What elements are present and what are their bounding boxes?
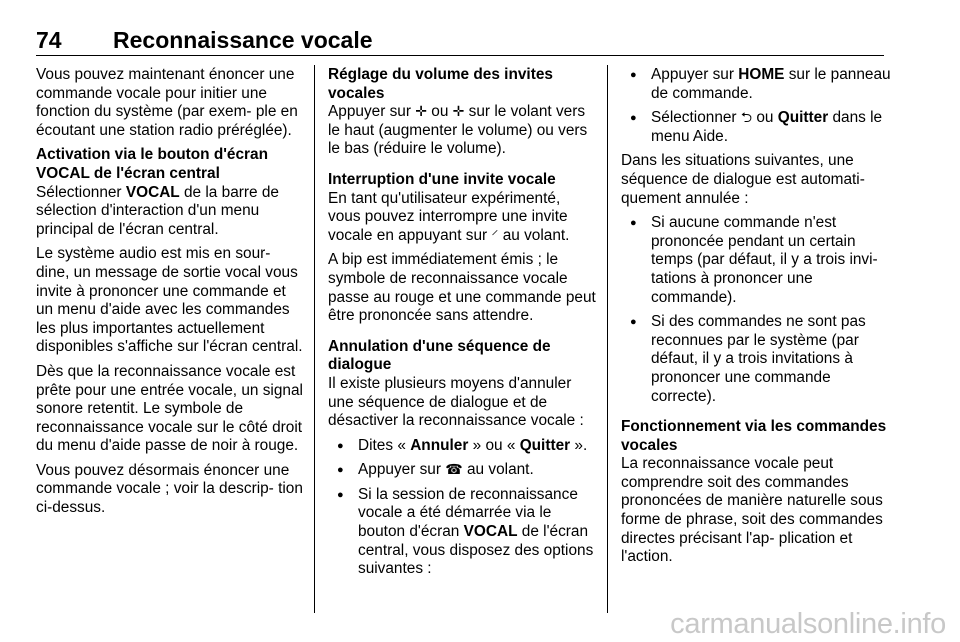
paragraph-functioning: La reconnaissance vocale peut comprendre soit des commandes prononcées de manière naturelle sous forme de phrase, soit des commandes directes précisant l'ap- plication et l'action. bbox=[621, 455, 883, 566]
section-heading-activation: Activation via le bouton d'écran VOCAL de l'écran central bbox=[36, 146, 268, 182]
column-3 bbox=[621, 66, 891, 573]
volume-up-icon: ✛ bbox=[415, 104, 427, 121]
list-item: ● Si la session de reconnaissance vocale a été démarrée via le bouton d'écran VOCAL de l'écran central, vous disposez des options suivantes : bbox=[328, 486, 596, 579]
paragraph-volume: Appuyer sur ✛ ou ✛ sur le volant vers le haut (augmenter le volume) ou vers le bas (réduire le volume). bbox=[328, 103, 588, 158]
list-item: ● Si aucune commande n'est prononcée pendant un certain temps (par défaut, il y a trois invi- tations à prononcer une commande). bbox=[621, 214, 891, 307]
paragraph-interrupt: En tant qu'utilisateur expérimenté, vous pouvez interrompre une invite vocale en appuyant sur ⸍ au volant. bbox=[328, 189, 570, 244]
paragraph-select-vocal: Sélectionner VOCAL de la barre de sélection d'interaction d'un menu principal de l'écran central. bbox=[36, 183, 279, 238]
section-heading-functioning: Fonctionnement via les commandes vocales bbox=[621, 418, 887, 454]
back-arrow-icon: ⮌ bbox=[740, 110, 753, 127]
column-divider bbox=[314, 65, 315, 613]
page-number: 74 bbox=[36, 27, 62, 53]
list-item: ● Dites « Annuler » ou « Quitter ». bbox=[328, 437, 596, 456]
list-item: ● Appuyer sur HOME sur le panneau de commande. bbox=[621, 66, 891, 103]
column-1 bbox=[36, 66, 304, 524]
list-item: ● Sélectionner ⮌ ou Quitter dans le menu Aide. bbox=[621, 109, 891, 146]
list-item: ● Si des commandes ne sont pas reconnues par le système (par défaut, il y a trois invitations à prononcer une commande correcte). bbox=[621, 313, 891, 406]
column-divider bbox=[607, 65, 608, 613]
paragraph-audio-muted: Le système audio est mis en sour- dine, un message de sortie vocal vous invite à prononcer une commande et un menu d'aide avec les commandes les plus importantes actuellement disponibles s'affiche sur l'écran central. bbox=[36, 245, 303, 356]
paragraph-ready: Dès que la reconnaissance vocale est prête pour une entrée vocale, un signal sonore retentit. Le symbole de reconnaissance vocale sur le côté droit du menu d'aide passe de noir à rouge. bbox=[36, 362, 303, 455]
situations-list bbox=[621, 214, 891, 406]
section-heading-cancel: Annulation d'une séquence de dialogue bbox=[328, 337, 551, 374]
paragraph-bip: A bip est immédiatement émis ; le symbole de reconnaissance vocale passe au rouge et une commande peut être prononcée sans attendre. bbox=[328, 251, 596, 325]
home-options-list bbox=[621, 66, 891, 146]
watermark: carmanualsonline.info bbox=[670, 608, 946, 640]
voice-command-icon: ⸍ bbox=[491, 227, 499, 244]
page-title: Reconnaissance vocale bbox=[113, 27, 373, 53]
page-header bbox=[36, 27, 884, 56]
paragraph-speak-now: Vous pouvez désormais énoncer une commande vocale ; voir la descrip- tion ci-dessus. bbox=[36, 461, 303, 517]
cancel-options-list bbox=[328, 437, 596, 579]
list-item: ● Appuyer sur ☎ au volant. bbox=[328, 461, 596, 480]
volume-down-icon: ✛ bbox=[452, 104, 465, 121]
paragraph-situations: Dans les situations suivantes, une séquence de dialogue est automati- quement annulée : bbox=[621, 152, 865, 207]
intro-paragraph: Vous pouvez maintenant énoncer une commande vocale pour initier une fonction du système (par exem- ple en écoutant une station radio préréglée). bbox=[36, 66, 298, 139]
paragraph-cancel: Il existe plusieurs moyens d'annuler une séquence de dialogue et de désactiver la reconnaissance vocale : bbox=[328, 374, 584, 430]
column-2 bbox=[328, 66, 596, 585]
section-heading-interrupt: Interruption d'une invite vocale bbox=[328, 170, 556, 188]
section-heading-volume: Réglage du volume des invites vocales bbox=[328, 66, 553, 102]
hang-up-icon: ☎ bbox=[445, 462, 463, 479]
